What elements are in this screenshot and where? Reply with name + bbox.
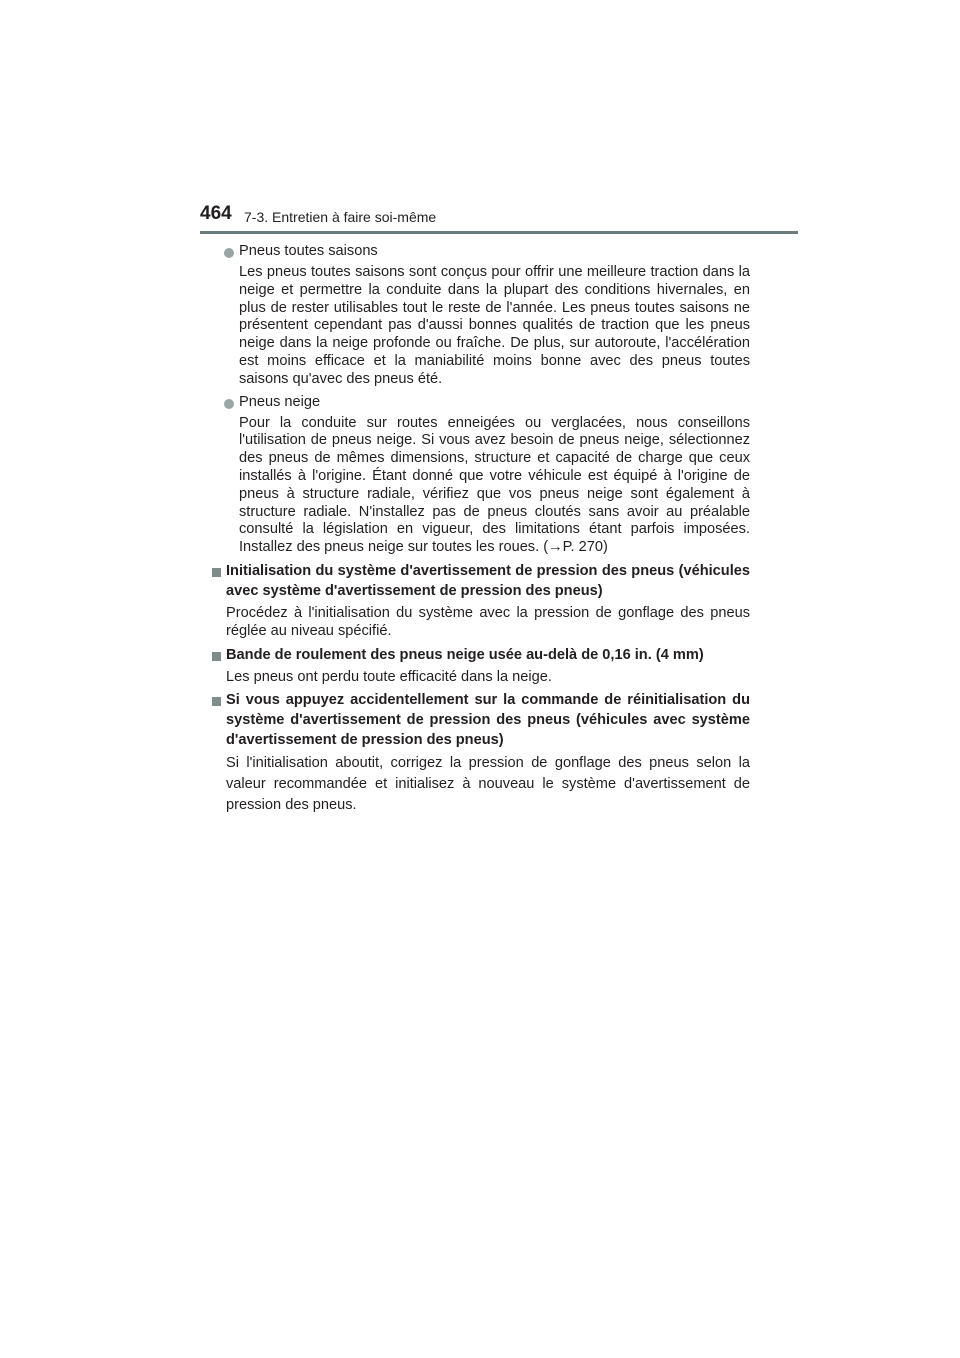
square-bullet-icon: [212, 652, 221, 661]
list-item: [210, 645, 750, 687]
page-number: 464: [200, 203, 232, 224]
list-item: [210, 242, 750, 389]
section-title: 7-3. Entretien à faire soi-même: [244, 209, 437, 225]
item-text: Les pneus toutes saisons sont conçus pour offrir une meilleure traction dans la neige et permettre la conduite dans la plupart des conditions hivernales, en plus de rester utilisables tout le reste de l'année. Les pneus toutes saisons ne présentent cependant pas d'aussi bonnes qualités de traction que les pneus neige dans la neige profonde ou fraîche. De plus, sur autoroute, l'accélération est moins efficace et la maniabilité moins bonne avec des pneus toutes saisons qu'avec des pneus été.: [239, 264, 750, 387]
item-heading: Initialisation du système d'avertissement de pression des pneus (véhicules avec système d'avertissement de pression des pneus): [226, 562, 750, 599]
list-item: [210, 690, 750, 816]
header-rule: [200, 231, 798, 234]
item-text: Procédez à l'initialisation du système avec la pression de gonflage des pneus réglée au niveau spécifié.: [226, 604, 750, 639]
page-content: [210, 242, 750, 820]
square-bullet-icon: [212, 697, 221, 706]
circle-bullet-icon: [224, 399, 234, 409]
item-heading: Bande de roulement des pneus neige usée au-delà de 0,16 in. (4 mm): [226, 646, 704, 663]
square-bullet-icon: [212, 568, 221, 577]
item-title: Pneus neige: [239, 393, 321, 410]
item-title: Pneus toutes saisons: [239, 243, 378, 259]
page-header: [0, 0, 960, 240]
item-text: Les pneus ont perdu toute efficacité dans la neige.: [226, 668, 552, 685]
item-text: Pour la conduite sur routes enneigées ou verglacées, nous conseillons l'utilisation de pneus neige. Si vous avez besoin de pneus neige, sélectionnez des pneus de mêmes dimensions, structure et capacité de charge que ceux installés à l'origine. Étant donné que votre véhicule est équipé à l'origine de pneus à structure radiale, vérifiez que vos pneus neige sont également à structure radiale. N'installez pas de pneus cloutés sans avoir au préalable consulté la législation en vigueur, des limitations étant parfois imposées. Installez des pneus neige sur toutes les roues. (→P. 270): [239, 414, 750, 556]
circle-bullet-icon: [224, 248, 234, 258]
item-text: Si l'initialisation aboutit, corrigez la pression de gonflage des pneus selon la valeur recommandée et initialisez à nouveau le système d'avertissement de pression des pneus.: [226, 755, 750, 814]
list-item: [210, 393, 750, 557]
item-heading: Si vous appuyez accidentellement sur la commande de réinitialisation du système d'avertissement de pression des pneus (véhicules avec système d'avertissement de pression des pneus): [226, 692, 750, 749]
list-item: [210, 561, 750, 641]
